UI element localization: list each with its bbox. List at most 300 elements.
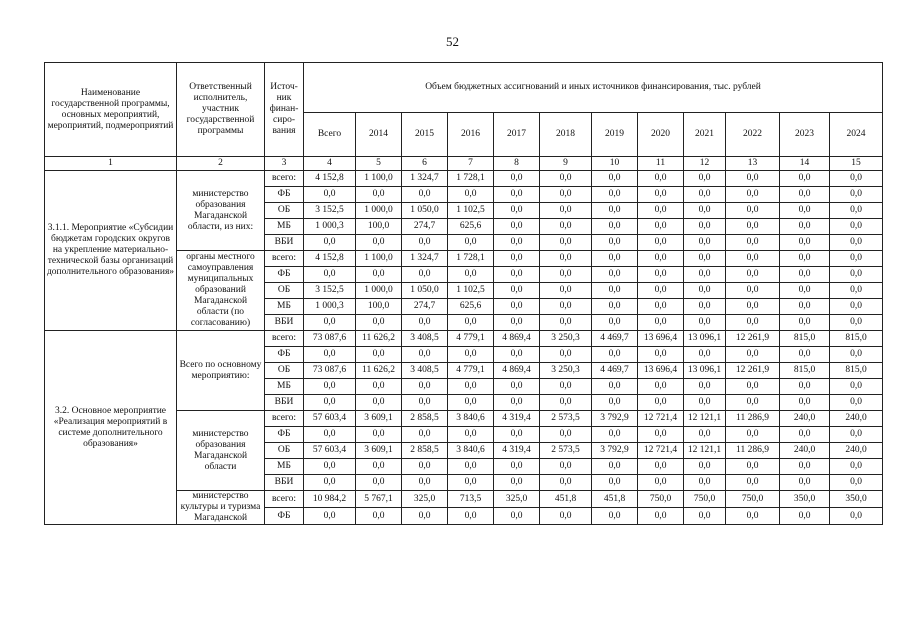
column-number: 15 [830, 157, 883, 171]
year-value: 4 319,4 [494, 443, 540, 459]
row-total: 3 152,5 [304, 283, 356, 299]
year-value: 0,0 [780, 219, 830, 235]
year-value: 3 408,5 [402, 363, 448, 379]
year-value: 713,5 [448, 491, 494, 508]
year-value: 0,0 [780, 459, 830, 475]
column-number: 1 [45, 157, 177, 171]
year-value: 274,7 [402, 299, 448, 315]
year-value: 4 779,1 [448, 331, 494, 347]
header-year: 2021 [684, 113, 726, 157]
year-value: 0,0 [830, 171, 883, 187]
year-value: 0,0 [540, 299, 592, 315]
year-value: 0,0 [638, 299, 684, 315]
funding-source: МБ [265, 379, 304, 395]
year-value: 0,0 [830, 283, 883, 299]
year-value: 1 100,0 [356, 251, 402, 267]
year-value: 0,0 [780, 427, 830, 443]
year-value: 12 261,9 [726, 331, 780, 347]
year-value: 11 626,2 [356, 331, 402, 347]
year-value: 1 728,1 [448, 171, 494, 187]
column-number: 6 [402, 157, 448, 171]
year-value: 0,0 [448, 459, 494, 475]
year-value: 0,0 [402, 427, 448, 443]
year-value: 3 840,6 [448, 411, 494, 427]
program-name: 3.1.1. Мероприятие «Субсидии бюджетам городских округов на укрепление материально-технической базы организаций дополнительного образования» [45, 171, 177, 331]
year-value: 0,0 [540, 379, 592, 395]
funding-source: ОБ [265, 203, 304, 219]
year-value: 0,0 [726, 203, 780, 219]
year-value: 0,0 [684, 267, 726, 283]
year-value: 625,6 [448, 219, 494, 235]
year-value: 0,0 [638, 171, 684, 187]
year-value: 0,0 [540, 267, 592, 283]
row-total: 3 152,5 [304, 203, 356, 219]
year-value: 240,0 [780, 443, 830, 459]
year-value: 0,0 [494, 187, 540, 203]
year-value: 13 696,4 [638, 331, 684, 347]
year-value: 0,0 [494, 283, 540, 299]
year-value: 0,0 [592, 203, 638, 219]
header-source: Источ-ник финан-сиро-вания [265, 63, 304, 157]
year-value: 0,0 [592, 347, 638, 363]
year-value: 0,0 [726, 187, 780, 203]
year-value: 0,0 [830, 427, 883, 443]
year-value: 240,0 [830, 411, 883, 427]
year-value: 0,0 [402, 508, 448, 525]
year-value: 0,0 [448, 267, 494, 283]
year-value: 0,0 [494, 315, 540, 331]
year-value: 0,0 [684, 427, 726, 443]
year-value: 0,0 [780, 235, 830, 251]
funding-source: ВБИ [265, 235, 304, 251]
year-value: 0,0 [448, 347, 494, 363]
header-name: Наименование государственной программы, основных мероприятий, мероприятий, подмероприятий [45, 63, 177, 157]
year-value: 0,0 [592, 299, 638, 315]
year-value: 0,0 [780, 475, 830, 491]
year-value: 451,8 [592, 491, 638, 508]
year-value: 0,0 [638, 347, 684, 363]
year-value: 0,0 [540, 427, 592, 443]
table-row [45, 331, 883, 347]
year-value: 12 261,9 [726, 363, 780, 379]
year-value: 1 100,0 [356, 171, 402, 187]
year-value: 0,0 [638, 235, 684, 251]
year-value: 0,0 [540, 219, 592, 235]
year-value: 3 408,5 [402, 331, 448, 347]
year-value: 13 696,4 [638, 363, 684, 379]
year-value: 0,0 [540, 235, 592, 251]
year-value: 0,0 [448, 235, 494, 251]
year-value: 11 626,2 [356, 363, 402, 379]
year-value: 4 869,4 [494, 363, 540, 379]
row-total: 0,0 [304, 475, 356, 491]
executor-name: министерство образования Магаданской области [177, 411, 265, 491]
year-value: 0,0 [448, 475, 494, 491]
year-value: 0,0 [448, 427, 494, 443]
year-value: 3 609,1 [356, 443, 402, 459]
budget-table [44, 62, 883, 525]
year-value: 0,0 [726, 251, 780, 267]
year-value: 0,0 [540, 171, 592, 187]
year-value: 0,0 [356, 235, 402, 251]
year-value: 0,0 [726, 219, 780, 235]
year-value: 3 250,3 [540, 363, 592, 379]
year-value: 0,0 [494, 508, 540, 525]
row-total: 0,0 [304, 267, 356, 283]
year-value: 0,0 [592, 379, 638, 395]
year-value: 0,0 [726, 299, 780, 315]
header-year: 2017 [494, 113, 540, 157]
year-value: 0,0 [356, 508, 402, 525]
row-total: 1 000,3 [304, 219, 356, 235]
header-year: 2022 [726, 113, 780, 157]
year-value: 0,0 [638, 187, 684, 203]
funding-source: МБ [265, 459, 304, 475]
funding-source: ФБ [265, 187, 304, 203]
year-value: 0,0 [592, 427, 638, 443]
year-value: 3 840,6 [448, 443, 494, 459]
row-total: 0,0 [304, 395, 356, 411]
year-value: 0,0 [356, 187, 402, 203]
year-value: 0,0 [684, 315, 726, 331]
year-value: 0,0 [494, 203, 540, 219]
column-number: 5 [356, 157, 402, 171]
year-value: 0,0 [494, 251, 540, 267]
year-value: 11 286,9 [726, 411, 780, 427]
year-value: 0,0 [494, 347, 540, 363]
row-total: 10 984,2 [304, 491, 356, 508]
year-value: 625,6 [448, 299, 494, 315]
year-value: 0,0 [592, 475, 638, 491]
year-value: 0,0 [402, 379, 448, 395]
year-value: 0,0 [830, 235, 883, 251]
year-value: 0,0 [830, 267, 883, 283]
year-value: 2 858,5 [402, 411, 448, 427]
year-value: 0,0 [638, 508, 684, 525]
year-value: 0,0 [494, 475, 540, 491]
year-value: 0,0 [726, 459, 780, 475]
row-total: 57 603,4 [304, 443, 356, 459]
year-value: 4 319,4 [494, 411, 540, 427]
year-value: 0,0 [684, 235, 726, 251]
year-value: 3 609,1 [356, 411, 402, 427]
year-value: 5 767,1 [356, 491, 402, 508]
executor-name: органы местного самоуправления муниципальных образований Магаданской области (по согласованию) [177, 251, 265, 331]
year-value: 0,0 [684, 219, 726, 235]
year-value: 750,0 [638, 491, 684, 508]
year-value: 0,0 [540, 347, 592, 363]
header-year: 2015 [402, 113, 448, 157]
year-value: 451,8 [540, 491, 592, 508]
year-value: 0,0 [592, 267, 638, 283]
year-value: 0,0 [780, 508, 830, 525]
year-value: 0,0 [356, 267, 402, 283]
year-value: 1 324,7 [402, 251, 448, 267]
year-value: 0,0 [592, 219, 638, 235]
header-year: 2018 [540, 113, 592, 157]
year-value: 0,0 [684, 171, 726, 187]
column-number: 2 [177, 157, 265, 171]
year-value: 0,0 [540, 315, 592, 331]
year-value: 3 792,9 [592, 411, 638, 427]
column-number: 8 [494, 157, 540, 171]
year-value: 0,0 [780, 251, 830, 267]
year-value: 0,0 [638, 427, 684, 443]
row-total: 73 087,6 [304, 363, 356, 379]
row-total: 0,0 [304, 315, 356, 331]
year-value: 0,0 [726, 347, 780, 363]
year-value: 0,0 [726, 379, 780, 395]
year-value: 0,0 [494, 219, 540, 235]
year-value: 0,0 [780, 171, 830, 187]
year-value: 0,0 [830, 203, 883, 219]
year-value: 350,0 [830, 491, 883, 508]
row-total: 57 603,4 [304, 411, 356, 427]
header-total: Всего [304, 113, 356, 157]
executor-name: министерство образования Магаданской области, из них: [177, 171, 265, 251]
year-value: 12 121,1 [684, 411, 726, 427]
year-value: 1 728,1 [448, 251, 494, 267]
funding-source: ОБ [265, 363, 304, 379]
year-value: 815,0 [780, 363, 830, 379]
year-value: 4 469,7 [592, 331, 638, 347]
year-value: 0,0 [494, 235, 540, 251]
year-value: 0,0 [780, 379, 830, 395]
year-value: 0,0 [356, 459, 402, 475]
year-value: 0,0 [592, 235, 638, 251]
year-value: 0,0 [726, 427, 780, 443]
year-value: 12 121,1 [684, 443, 726, 459]
year-value: 0,0 [638, 203, 684, 219]
year-value: 0,0 [830, 219, 883, 235]
header-year: 2023 [780, 113, 830, 157]
year-value: 0,0 [540, 475, 592, 491]
year-value: 0,0 [540, 459, 592, 475]
year-value: 0,0 [684, 283, 726, 299]
year-value: 2 573,5 [540, 443, 592, 459]
column-number: 10 [592, 157, 638, 171]
row-total: 0,0 [304, 508, 356, 525]
year-value: 0,0 [592, 171, 638, 187]
year-value: 0,0 [638, 251, 684, 267]
funding-source: ОБ [265, 283, 304, 299]
year-value: 0,0 [448, 395, 494, 411]
header-year: 2019 [592, 113, 638, 157]
year-value: 815,0 [830, 363, 883, 379]
year-value: 0,0 [726, 283, 780, 299]
funding-source: МБ [265, 299, 304, 315]
year-value: 0,0 [402, 235, 448, 251]
year-value: 1 324,7 [402, 171, 448, 187]
year-value: 2 573,5 [540, 411, 592, 427]
column-number: 9 [540, 157, 592, 171]
year-value: 0,0 [540, 508, 592, 525]
year-value: 1 000,0 [356, 203, 402, 219]
executor-name: министерство культуры и туризма Магаданской [177, 491, 265, 525]
column-number: 7 [448, 157, 494, 171]
year-value: 4 779,1 [448, 363, 494, 379]
year-value: 0,0 [830, 347, 883, 363]
header-year: 2020 [638, 113, 684, 157]
year-value: 0,0 [494, 459, 540, 475]
year-value: 0,0 [638, 475, 684, 491]
row-total: 73 087,6 [304, 331, 356, 347]
year-value: 815,0 [830, 331, 883, 347]
year-value: 0,0 [684, 347, 726, 363]
column-number: 11 [638, 157, 684, 171]
year-value: 3 792,9 [592, 443, 638, 459]
year-value: 0,0 [540, 187, 592, 203]
funding-source: ФБ [265, 347, 304, 363]
year-value: 0,0 [830, 459, 883, 475]
year-value: 1 050,0 [402, 203, 448, 219]
year-value: 0,0 [830, 315, 883, 331]
year-value: 0,0 [780, 315, 830, 331]
year-value: 0,0 [830, 475, 883, 491]
year-value: 0,0 [684, 459, 726, 475]
header-volume: Объем бюджетных ассигнований и иных источников финансирования, тыс. рублей [304, 63, 883, 113]
year-value: 1 102,5 [448, 283, 494, 299]
year-value: 0,0 [726, 267, 780, 283]
year-value: 11 286,9 [726, 443, 780, 459]
year-value: 0,0 [356, 475, 402, 491]
year-value: 0,0 [726, 315, 780, 331]
year-value: 12 721,4 [638, 443, 684, 459]
year-value: 0,0 [726, 508, 780, 525]
funding-source: ФБ [265, 427, 304, 443]
row-total: 0,0 [304, 379, 356, 395]
year-value: 0,0 [494, 395, 540, 411]
row-total: 1 000,3 [304, 299, 356, 315]
year-value: 0,0 [356, 347, 402, 363]
year-value: 0,0 [684, 299, 726, 315]
year-value: 100,0 [356, 219, 402, 235]
row-total: 0,0 [304, 427, 356, 443]
funding-source: ВБИ [265, 475, 304, 491]
year-value: 1 000,0 [356, 283, 402, 299]
year-value: 0,0 [684, 379, 726, 395]
year-value: 0,0 [448, 379, 494, 395]
funding-source: МБ [265, 219, 304, 235]
year-value: 0,0 [780, 267, 830, 283]
row-total: 4 152,8 [304, 171, 356, 187]
year-value: 0,0 [780, 395, 830, 411]
year-value: 1 050,0 [402, 283, 448, 299]
year-value: 0,0 [780, 299, 830, 315]
year-value: 0,0 [356, 395, 402, 411]
funding-source: всего: [265, 411, 304, 427]
year-value: 0,0 [830, 379, 883, 395]
year-value: 0,0 [540, 203, 592, 219]
row-total: 0,0 [304, 187, 356, 203]
executor-name: Всего по основному мероприятию: [177, 331, 265, 411]
year-value: 0,0 [494, 299, 540, 315]
year-value: 0,0 [592, 315, 638, 331]
funding-source: всего: [265, 171, 304, 187]
year-value: 0,0 [540, 251, 592, 267]
year-value: 0,0 [780, 203, 830, 219]
column-number: 14 [780, 157, 830, 171]
year-value: 0,0 [684, 203, 726, 219]
year-value: 0,0 [780, 347, 830, 363]
year-value: 0,0 [494, 267, 540, 283]
year-value: 0,0 [684, 251, 726, 267]
year-value: 12 721,4 [638, 411, 684, 427]
row-total: 0,0 [304, 235, 356, 251]
year-value: 0,0 [638, 283, 684, 299]
year-value: 0,0 [684, 475, 726, 491]
year-value: 0,0 [638, 379, 684, 395]
year-value: 4 869,4 [494, 331, 540, 347]
header-year: 2016 [448, 113, 494, 157]
column-number: 3 [265, 157, 304, 171]
year-value: 0,0 [684, 508, 726, 525]
funding-source: ВБИ [265, 315, 304, 331]
year-value: 0,0 [356, 379, 402, 395]
year-value: 0,0 [638, 315, 684, 331]
year-value: 0,0 [830, 508, 883, 525]
year-value: 0,0 [402, 267, 448, 283]
year-value: 0,0 [592, 187, 638, 203]
funding-source: всего: [265, 491, 304, 508]
year-value: 0,0 [402, 187, 448, 203]
year-value: 0,0 [540, 395, 592, 411]
column-number: 12 [684, 157, 726, 171]
year-value: 0,0 [592, 283, 638, 299]
year-value: 325,0 [402, 491, 448, 508]
table-row [45, 171, 883, 187]
year-value: 0,0 [540, 283, 592, 299]
header-year: 2024 [830, 113, 883, 157]
row-total: 0,0 [304, 459, 356, 475]
year-value: 2 858,5 [402, 443, 448, 459]
year-value: 100,0 [356, 299, 402, 315]
year-value: 0,0 [638, 459, 684, 475]
year-value: 0,0 [726, 171, 780, 187]
year-value: 240,0 [830, 443, 883, 459]
year-value: 0,0 [638, 395, 684, 411]
year-value: 0,0 [356, 427, 402, 443]
year-value: 0,0 [830, 395, 883, 411]
year-value: 0,0 [494, 427, 540, 443]
year-value: 750,0 [726, 491, 780, 508]
year-value: 240,0 [780, 411, 830, 427]
header-year: 2014 [356, 113, 402, 157]
year-value: 13 096,1 [684, 331, 726, 347]
year-value: 0,0 [402, 395, 448, 411]
year-value: 0,0 [780, 283, 830, 299]
year-value: 0,0 [592, 251, 638, 267]
year-value: 1 102,5 [448, 203, 494, 219]
year-value: 0,0 [726, 475, 780, 491]
year-value: 0,0 [684, 395, 726, 411]
year-value: 0,0 [402, 315, 448, 331]
year-value: 0,0 [402, 459, 448, 475]
year-value: 0,0 [638, 267, 684, 283]
year-value: 815,0 [780, 331, 830, 347]
year-value: 0,0 [356, 315, 402, 331]
year-value: 0,0 [448, 508, 494, 525]
year-value: 0,0 [402, 475, 448, 491]
year-value: 0,0 [592, 395, 638, 411]
funding-source: ОБ [265, 443, 304, 459]
column-number: 13 [726, 157, 780, 171]
page-number: 52 [446, 34, 459, 49]
year-value: 750,0 [684, 491, 726, 508]
year-value: 0,0 [830, 299, 883, 315]
year-value: 13 096,1 [684, 363, 726, 379]
year-value: 274,7 [402, 219, 448, 235]
